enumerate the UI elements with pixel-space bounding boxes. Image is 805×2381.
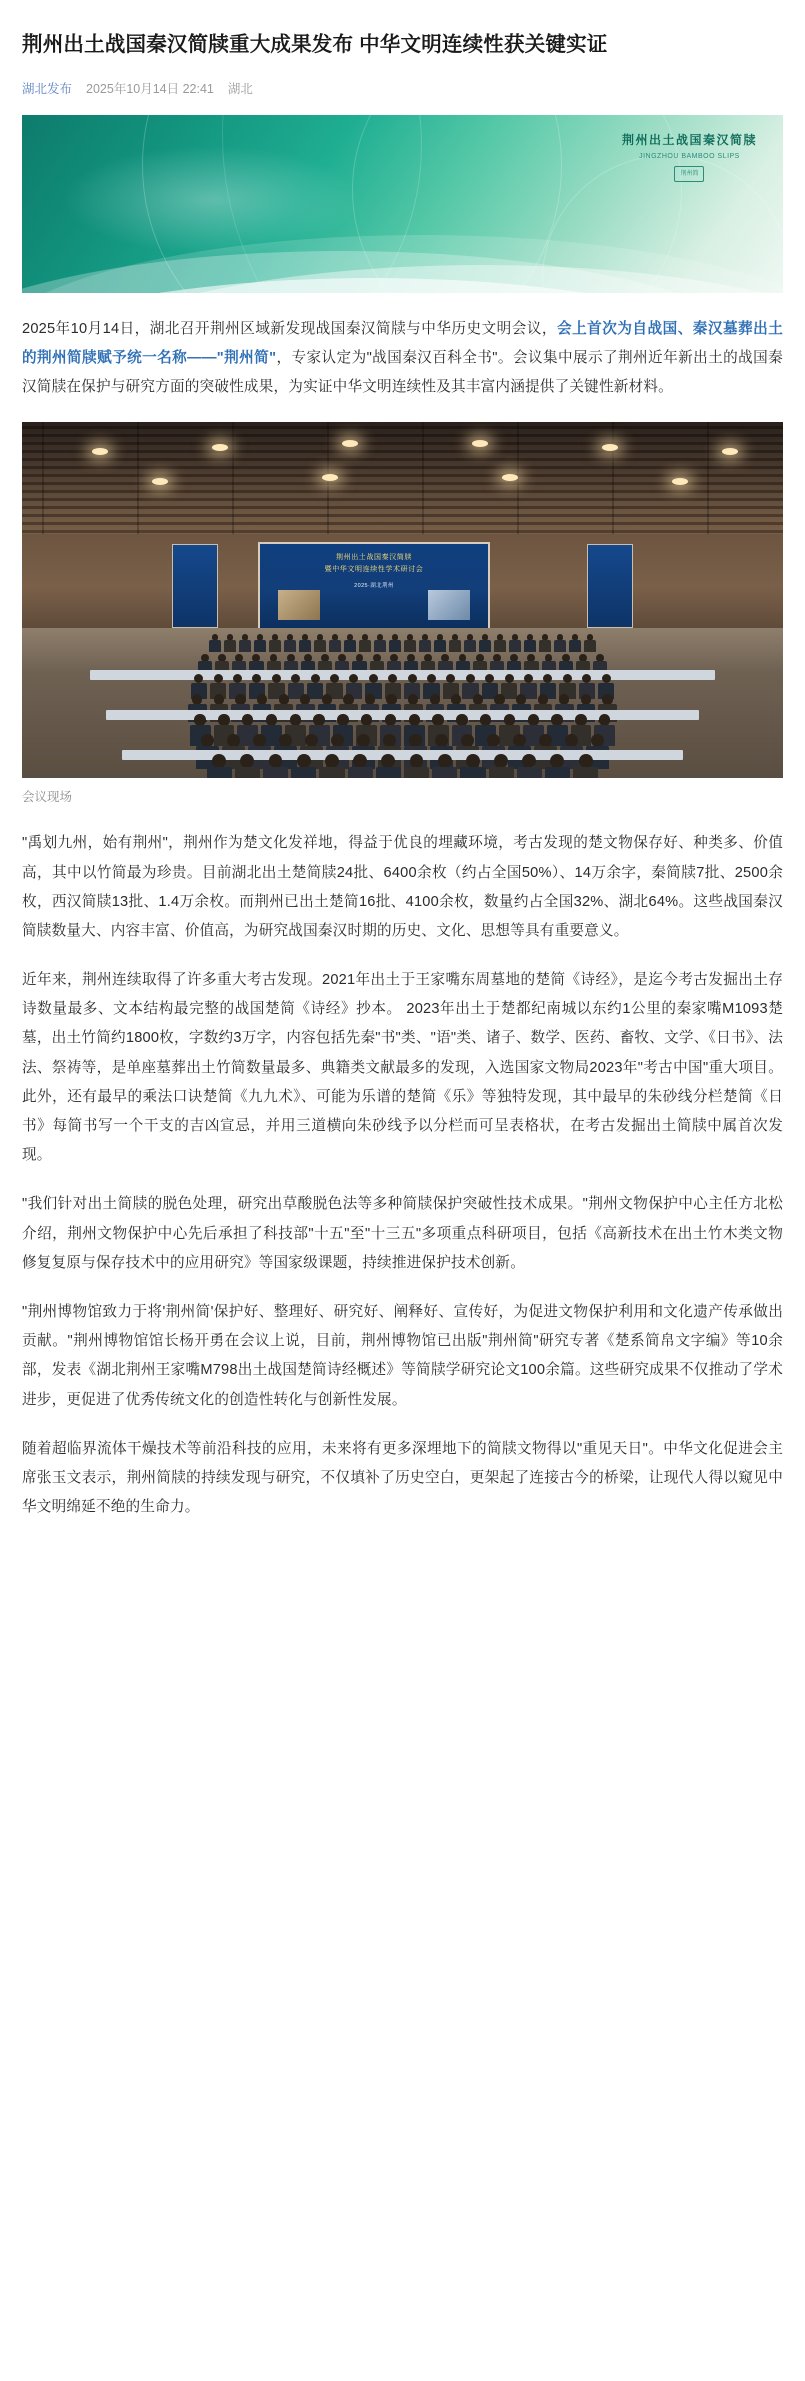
audience-person <box>517 754 542 778</box>
photo-stage-screen <box>258 542 490 630</box>
audience-person <box>545 754 570 778</box>
person-body <box>319 767 344 778</box>
person-body <box>239 640 251 652</box>
person-head <box>581 694 591 704</box>
audience-person <box>432 754 457 778</box>
person-head <box>427 674 436 683</box>
audience-person <box>464 634 476 652</box>
article-paragraph <box>22 1190 783 1278</box>
audience-person <box>584 634 596 652</box>
person-head <box>494 694 504 704</box>
audience-person <box>319 754 344 778</box>
person-body <box>494 640 506 652</box>
person-head <box>322 694 332 704</box>
article-meta <box>22 79 783 97</box>
ceiling-beam <box>137 422 139 540</box>
paragraph-text: "荆州博物馆致力于将'荆州简'保护好、整理好、研究好、阐释好、宣传好，为促进文物保护利用和文化遗产传承做出贡献。"荆州博物馆馆长杨开勇在会议上说，目前，荆州博物馆已出版"荆州简"研究专著《楚系简帛文字编》等10余部，发表《湖北荆州王家嘴M798出土战国楚简诗经概述》等简牍学研究论文100余篇。这些研究成果不仅推动了学术进步，更促进了优秀传统文化的创造性转化与创新性发展。 <box>22 1303 783 1408</box>
audience-person <box>554 634 566 652</box>
person-head <box>272 674 281 683</box>
person-head <box>235 694 245 704</box>
person-body <box>254 640 266 652</box>
audience-person <box>404 634 416 652</box>
person-head <box>466 674 475 683</box>
photo-screen-thumb-left <box>278 590 320 620</box>
audience-person <box>207 754 232 778</box>
audience-person <box>263 754 288 778</box>
article-paragraph <box>22 1298 783 1415</box>
person-head <box>602 674 611 683</box>
person-body <box>404 640 416 652</box>
page-title: 荆州出土战国秦汉简牍重大成果发布 中华文明连续性获关键实证 <box>22 33 608 56</box>
hero-banner-image <box>22 115 783 293</box>
person-body <box>584 640 596 652</box>
ceiling-beam <box>517 422 519 540</box>
photo-ceiling <box>22 422 783 540</box>
person-body <box>432 767 457 778</box>
ceiling-beam <box>42 422 44 540</box>
person-head <box>446 674 455 683</box>
person-head <box>451 694 461 704</box>
person-body <box>539 640 551 652</box>
audience-person <box>299 634 311 652</box>
audience-person <box>569 634 581 652</box>
article-paragraph <box>22 829 783 946</box>
hero-logo-subtitle: JINGZHOU BAMBOO SLIPS <box>639 152 740 160</box>
person-head <box>543 674 552 683</box>
person-head <box>194 674 203 683</box>
person-head <box>408 674 417 683</box>
audience-person <box>524 634 536 652</box>
hero-logo-badge: 荆州简 <box>674 166 704 182</box>
photo-screen-title: 荆州出土战国秦汉简牍 暨中华文明连续性学术研讨会 <box>324 554 424 574</box>
person-head <box>473 694 483 704</box>
person-body <box>314 640 326 652</box>
person-body <box>554 640 566 652</box>
person-body <box>209 640 221 652</box>
person-body <box>344 640 356 652</box>
conference-photo-image <box>22 422 783 778</box>
ceiling-beam <box>707 422 709 540</box>
audience-person <box>348 754 373 778</box>
audience-person <box>374 634 386 652</box>
person-head <box>291 674 300 683</box>
person-body <box>329 640 341 652</box>
person-body <box>489 767 514 778</box>
hero-logo <box>622 131 757 182</box>
audience-person <box>376 754 401 778</box>
person-head <box>214 694 224 704</box>
person-head <box>365 694 375 704</box>
audience-person <box>235 754 260 778</box>
person-head <box>311 674 320 683</box>
paragraph-text: "禹划九州，始有荆州"，荆州作为楚文化发祥地，得益于优良的埋藏环境，考古发现的楚文物保存好、种类多、价值高，其中以竹简最为珍贵。目前湖北出土楚简牍24批、6400余枚（约占全国50%）、14万余字，秦简牍7批、2500余枚，西汉简牍13批、1.4万余枚。而荆州已出土楚简16批、4100余枚，数量约占全国32%、湖北64%。这些战国秦汉简牍数量大、内容丰富、价值高，为研究战国秦汉时期的历史、文化、思想等具有重要意义。 <box>22 835 783 939</box>
audience-person <box>209 634 221 652</box>
audience-person <box>291 754 316 778</box>
person-body <box>374 640 386 652</box>
person-head <box>386 694 396 704</box>
article-paragraph <box>22 966 783 1170</box>
person-head <box>369 674 378 683</box>
article-body <box>22 829 783 1522</box>
person-head <box>408 694 418 704</box>
meta-location: 湖北 <box>227 81 253 96</box>
person-head <box>233 674 242 683</box>
paragraph-text: "我们针对出土简牍的脱色处理，研究出草酸脱色法等多种简牍保护突破性技术成果。"荆州文物保护中心主任方北松介绍，荆州文物保护中心先后承担了科技部"十五"至"十三五"多项重点科研项目，包括《高新技术在出土竹木类文物修复复原与保存技术中的应用研究》等国家级课题，持续推进保护技术创新。 <box>22 1196 783 1271</box>
person-body <box>348 767 373 778</box>
person-body <box>524 640 536 652</box>
audience-person <box>359 634 371 652</box>
person-body <box>449 640 461 652</box>
audience-person <box>509 634 521 652</box>
person-head <box>485 674 494 683</box>
person-head <box>388 674 397 683</box>
audience-person <box>573 754 598 778</box>
person-head <box>300 694 310 704</box>
person-head <box>252 674 261 683</box>
audience-person <box>489 754 514 778</box>
paragraph-text: 随着超临界流体干燥技术等前沿科技的应用，未来将有更多深埋地下的简牍文物得以"重见天日"。中华文化促进会主席张玉文表示，荆州简牍的持续发现与研究，不仅填补了历史空白，更架起了连接古今的桥梁，让现代人得以窥见中华文明绵延不绝的生命力。 <box>22 1440 783 1516</box>
person-head <box>516 694 526 704</box>
person-body <box>573 767 598 778</box>
ceiling-beam <box>422 422 424 540</box>
person-head <box>524 674 533 683</box>
person-body <box>479 640 491 652</box>
person-head <box>349 674 358 683</box>
person-head <box>582 674 591 683</box>
person-head <box>430 694 440 704</box>
person-body <box>545 767 570 778</box>
audience-person <box>449 634 461 652</box>
ceiling-beam <box>612 422 614 540</box>
person-body <box>359 640 371 652</box>
person-body <box>269 640 281 652</box>
person-body <box>224 640 236 652</box>
person-body <box>434 640 446 652</box>
person-head <box>279 694 289 704</box>
audience-person <box>284 634 296 652</box>
hero-logo-title: 荆州出土战国秦汉简牍 <box>621 132 757 147</box>
person-body <box>284 640 296 652</box>
audience-row <box>22 634 783 652</box>
conference-photo <box>22 422 783 805</box>
person-body <box>291 767 316 778</box>
photo-side-banner-left <box>172 544 218 628</box>
person-body <box>376 767 401 778</box>
person-head <box>559 694 569 704</box>
paragraph-text: 2025年10月14日，湖北召开荆州区域新发现战国秦汉简牍与中华历史文明会议， <box>22 320 558 337</box>
person-body <box>509 640 521 652</box>
person-head <box>214 674 223 683</box>
ceiling-beam <box>232 422 234 540</box>
person-body <box>460 767 485 778</box>
person-body <box>517 767 542 778</box>
audience-person <box>389 634 401 652</box>
paragraph-text: ，专家认定为"战国秦汉百科全书"。会议集中展示了荆州近年新出土的战国秦汉简牍在保护与研究方面的突破性成果，为实证中华文明连续性及其丰富内涵提供了关键性新材料。 <box>22 349 783 396</box>
photo-screen-thumb-right <box>428 590 470 620</box>
meta-source[interactable]: 湖北发布 <box>22 81 73 96</box>
photo-caption: 会议现场 <box>22 790 73 805</box>
person-body <box>404 767 429 778</box>
audience-person <box>344 634 356 652</box>
audience-person <box>239 634 251 652</box>
person-body <box>464 640 476 652</box>
person-head <box>257 694 267 704</box>
audience-row <box>22 754 783 778</box>
person-head <box>602 694 612 704</box>
person-head <box>192 694 202 704</box>
photo-screen-subtitle: 2025·湖北荆州 <box>354 583 394 590</box>
ceiling-beam <box>327 422 329 540</box>
highlighted-text: 会上首次为自战国、秦汉墓葬出土的荆州简牍赋予统一名称——"荆州简" <box>22 320 783 366</box>
audience-person <box>419 634 431 652</box>
person-head <box>330 674 339 683</box>
audience-person <box>434 634 446 652</box>
audience-person <box>460 754 485 778</box>
person-body <box>419 640 431 652</box>
person-head <box>505 674 514 683</box>
person-body <box>299 640 311 652</box>
audience-person <box>479 634 491 652</box>
person-body <box>235 767 260 778</box>
person-head <box>563 674 572 683</box>
person-head <box>343 694 353 704</box>
paragraph-text: 近年来，荆州连续取得了许多重大考古发现。2021年出土于王家嘴东周墓地的楚简《诗经》，是迄今考古发掘出土存诗数量最多、文本结构最完整的战国楚简《诗经》抄本。 2023年出土于楚都纪南城以东约1公里的秦家嘴M1093楚墓，出土竹简约1800枚，字数约3万字，内容包括先秦"书"类、"语"类、诸子、数学、医药、畜牧、文学、《日书》、法法、祭祷等，是单座墓葬出土竹简数量最多、典籍类文献最多的发现，入选国家文物局2023年"考古中国"重大项目。此外，还有最早的乘法口诀楚简《九九术》、可能为乐谱的楚简《乐》等独特发现，其中最早的朱砂线分栏楚简《日书》每简书写一个干支的吉凶宣忌，并用三道横向朱砂线予以分栏而可呈表格状，在考古发掘出土简牍中属首次发现。 <box>22 972 783 1164</box>
audience-person <box>494 634 506 652</box>
meta-date: 2025年10月14日 22:41 <box>86 81 214 96</box>
person-body <box>263 767 288 778</box>
audience-person <box>269 634 281 652</box>
person-body <box>569 640 581 652</box>
article-paragraph <box>22 315 783 403</box>
article-paragraph <box>22 1435 783 1523</box>
audience-person <box>314 634 326 652</box>
person-head <box>538 694 548 704</box>
audience-person <box>224 634 236 652</box>
photo-side-banner-right <box>587 544 633 628</box>
person-body <box>207 767 232 778</box>
audience-person <box>329 634 341 652</box>
audience-person <box>404 754 429 778</box>
photo-audience <box>22 634 783 778</box>
audience-person <box>254 634 266 652</box>
person-body <box>389 640 401 652</box>
audience-person <box>539 634 551 652</box>
